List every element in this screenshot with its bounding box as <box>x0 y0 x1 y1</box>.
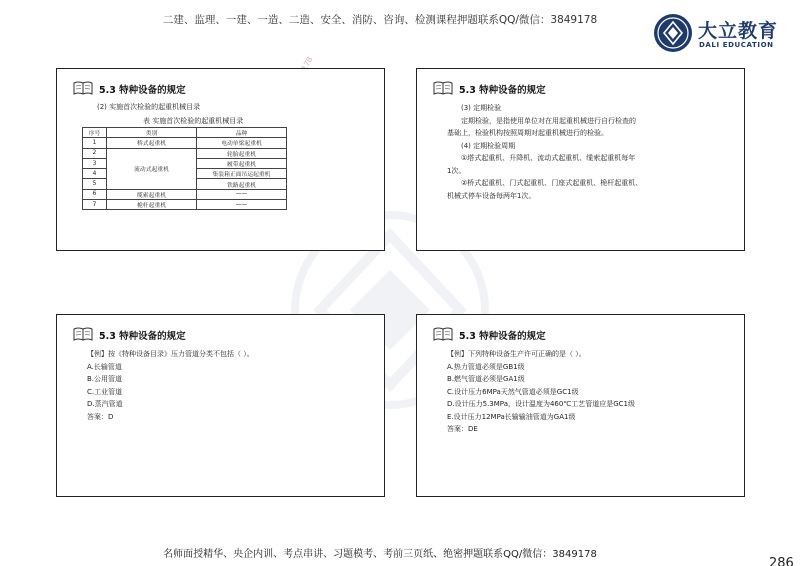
cell-variety: 履带起重机 <box>197 158 287 168</box>
body-line: (3) 定期检验 <box>461 104 502 112</box>
cell-no: 7 <box>83 200 107 210</box>
cell-category: 缆索起重机 <box>107 189 197 199</box>
cell-no: 4 <box>83 169 107 179</box>
table-header-row <box>83 128 287 138</box>
table-row <box>83 138 287 148</box>
table-row <box>83 189 287 199</box>
cell-category: 桥式起重机 <box>107 138 197 148</box>
option-d: D.蒸汽管道 <box>87 400 123 408</box>
book-icon <box>73 327 93 341</box>
option-c: C.工业管道 <box>87 387 123 396</box>
table-row <box>83 200 287 210</box>
slide-title: 5.3 特种设备的规定 <box>99 85 186 96</box>
option-a: A.热力管道必须是GB1级 <box>447 362 525 371</box>
option-c: C.设计压力6MPa天然气管道必须是GC1级 <box>447 387 579 396</box>
cell-no: 1 <box>83 138 107 148</box>
cell-variety: —— <box>197 200 287 210</box>
slide-title: 5.3 特种设备的规定 <box>459 331 546 342</box>
question-text: 【例】按《特种设备目录》压力管道分类不包括（ ）。 <box>87 350 254 358</box>
cell-no: 6 <box>83 189 107 199</box>
footer-banner: 名师面授精华、央企内训、考点串讲、习题模考、考前三页纸、绝密押题联系QQ/微信：3849178 <box>163 549 597 560</box>
header-category: 类别 <box>107 128 197 138</box>
slide-example-production-license <box>416 314 745 497</box>
slide-title: 5.3 特种设备的规定 <box>459 85 546 96</box>
crane-table <box>82 127 287 210</box>
slide-body <box>447 348 737 436</box>
body-line: ①塔式起重机、升降机、流动式起重机、缆索起重机每年 <box>461 154 636 162</box>
book-icon <box>433 327 453 341</box>
table-row <box>83 148 287 158</box>
cell-no: 3 <box>83 158 107 168</box>
slide-title: 5.3 特种设备的规定 <box>99 331 186 342</box>
option-b: B.公用管道 <box>87 375 123 383</box>
cell-no: 2 <box>83 148 107 158</box>
book-icon <box>433 81 453 95</box>
section-intro: (2) 实施首次检验的起重机械目录 <box>97 103 201 111</box>
cell-variety: 轮胎起重机 <box>197 148 287 158</box>
option-b: B.燃气管道必须是GA1级 <box>447 375 525 383</box>
answer-text: 答案：DE <box>447 425 478 433</box>
book-icon <box>73 81 93 95</box>
cell-variety: —— <box>197 189 287 199</box>
slide-body <box>447 102 737 202</box>
answer-text: 答案：D <box>87 412 114 421</box>
cell-category: 桅杆起重机 <box>107 200 197 210</box>
option-e: E.设计压力12MPa长输输油管道为GA1级 <box>447 412 576 421</box>
slide-example-pressure-pipe <box>56 314 385 497</box>
body-line: 基础上，检验机构按照周期对起重机械进行的检验。 <box>447 129 608 137</box>
body-line: (4) 定期检验周期 <box>461 141 516 150</box>
logo-emblem-icon <box>654 14 692 52</box>
body-line: 1次。 <box>447 166 466 175</box>
cell-category: 流动式起重机 <box>107 148 197 189</box>
table-caption: 表 实施首次检验的起重机械目录 <box>143 117 244 125</box>
cell-variety: 电动单梁起重机 <box>197 138 287 148</box>
slide-periodic-inspection <box>416 68 745 251</box>
header-variety: 品种 <box>197 128 287 138</box>
header-no: 序号 <box>83 128 107 138</box>
cell-variety: 铁路起重机 <box>197 179 287 189</box>
logo-name: 大立教育 <box>698 20 779 42</box>
body-line: ②桥式起重机、门式起重机、门座式起重机、桅杆起重机、 <box>461 179 643 187</box>
slide-body <box>87 348 377 423</box>
body-line: 定期检验，是指使用单位对在用起重机械进行自行检查的 <box>461 116 636 125</box>
logo-subtitle: DALI EDUCATION <box>699 41 774 49</box>
cell-variety: 集装箱正面吊运起重机 <box>197 169 287 179</box>
slide-crane-catalog <box>56 68 385 251</box>
question-text: 【例】下列特种设备生产许可正确的是（ ）。 <box>447 350 586 358</box>
option-d: D.设计压力5.3MPa，设计温度为460℃工艺管道应是GC1级 <box>447 400 635 408</box>
dali-logo <box>654 14 784 58</box>
page-number: 286 <box>769 556 794 566</box>
top-banner: 二建、监理、一建、一造、二造、安全、消防、咨询、检测课程押题联系QQ/微信：3849178 <box>162 14 598 26</box>
option-a: A.长输管道 <box>87 362 122 371</box>
cell-no: 5 <box>83 179 107 189</box>
body-line: 机械式停车设备每两年1次。 <box>447 191 536 200</box>
